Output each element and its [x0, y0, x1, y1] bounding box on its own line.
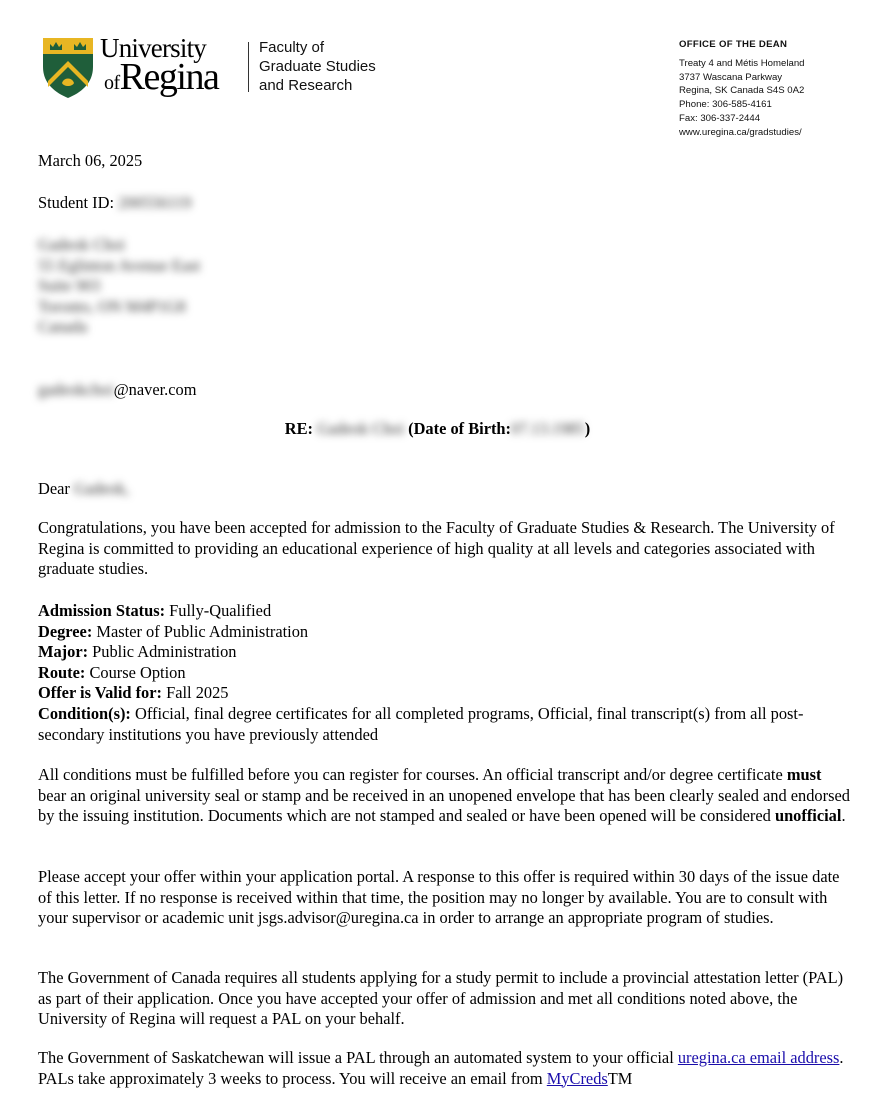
accept-offer-paragraph: Please accept your offer within your application portal. A response to this offer is required within 30 days of the issue date of this letter. If no response is received within that time, the position may no longer by available. You are to consult with your supervisor or academic unit jsgs.advisor@uregina.ca in order to arrange an appropriate program of studies.	[38, 867, 840, 928]
re-name: Gadeok Choi	[317, 419, 405, 438]
major-value: Public Administration	[92, 642, 237, 662]
valid-row	[38, 683, 850, 704]
conditions-label: Condition(s):	[38, 703, 131, 723]
email-domain: @naver.com	[113, 380, 197, 399]
re-label: RE:	[284, 419, 313, 438]
admission-status-value: Fully-Qualified	[169, 601, 272, 620]
address-line: Toronto, ON M4P1G8	[38, 296, 186, 316]
route-row	[38, 663, 850, 684]
student-id-value: 200556119	[118, 193, 192, 212]
office-line: 3737 Wascana Parkway	[679, 71, 783, 83]
salutation-name: Gadeok,	[73, 479, 130, 498]
conditions-text: All conditions must be fulfilled before you can register for courses. An official transcript and/or degree certificate	[38, 765, 787, 784]
degree-row	[38, 622, 850, 643]
faculty-line: Graduate Studies	[259, 58, 376, 75]
intro-paragraph: Congratulations, you have been accepted for admission to the Faculty of Graduate Studies & Research. The University of Regina is committed to providing an educational experience of high quality at all levels and categories associated with graduate studies.	[38, 518, 835, 579]
letter-date: March 06, 2025	[38, 151, 143, 170]
faculty-line: Faculty of	[259, 39, 325, 56]
admission-details	[38, 601, 850, 745]
address-line: Suite 903	[38, 276, 101, 296]
student-id-label: Student ID:	[38, 193, 115, 212]
office-phone: Phone: 306-585-4161	[679, 99, 772, 111]
major-label: Major:	[38, 642, 89, 662]
route-value: Course Option	[89, 662, 186, 682]
conditions-text: bear an original university seal or stamp and be received in an unopened envelope that has been clearly sealed and endorsed by the issuing institution. Documents which are not stamped and sealed or have been opened will be considered	[38, 785, 850, 826]
dob-label: (Date of Birth:	[408, 419, 512, 438]
conditions-row	[38, 704, 850, 745]
admission-status-label: Admission Status:	[38, 601, 166, 620]
mailing-address	[38, 235, 288, 338]
uregina-email-link[interactable]: uregina.ca email address	[677, 1048, 840, 1067]
recipient-email	[38, 380, 850, 401]
dob-close: )	[584, 419, 591, 438]
valid-value: Fall 2025	[166, 683, 229, 703]
student-id	[38, 193, 850, 214]
address-line: Gadeok Choi	[38, 235, 125, 254]
header-divider	[248, 42, 249, 92]
office-line: Treaty 4 and Métis Homeland	[679, 57, 805, 69]
pal-paragraph: The Government of Canada requires all students applying for a study permit to include a provincial attestation letter (PAL) as part of their application. Once you have accepted your offer of admission and met all conditions noted above, the University of Regina will request a PAL on your behalf.	[38, 968, 844, 1029]
unofficial-emphasis: unofficial	[774, 806, 842, 826]
degree-value: Master of Public Administration	[96, 621, 309, 641]
faculty-name	[259, 38, 376, 95]
sask-text: The Government of Saskatchewan will issue a PAL through an automated system to your official	[38, 1048, 678, 1067]
sask-text: . PALs take approximately 3 weeks to process. You will receive an email from	[38, 1048, 844, 1088]
must-emphasis: must	[786, 765, 822, 784]
saskatchewan-paragraph	[38, 1048, 850, 1089]
mycreds-link[interactable]: MyCreds	[546, 1068, 608, 1088]
address-line: Canada	[38, 317, 88, 337]
university-wordmark	[100, 33, 219, 99]
regina-word: Regina	[119, 56, 219, 98]
conditions-paragraph	[38, 765, 850, 827]
sask-text: TM	[607, 1068, 633, 1088]
dob-value: 07.13.1985	[511, 419, 585, 438]
office-fax: Fax: 306-337-2444	[679, 112, 761, 124]
address-line: 55 Eglinton Avenue East	[38, 255, 201, 275]
of-word: of	[104, 72, 120, 94]
conditions-value: Official, final degree certificates for all completed programs, Official, final transcript(s) from all post-secondary institutions you have previously attended	[38, 703, 804, 744]
office-line: Regina, SK Canada S4S 0A2	[679, 85, 805, 97]
office-website: www.uregina.ca/gradstudies/	[679, 126, 802, 138]
faculty-line: and Research	[259, 77, 353, 94]
conditions-text: .	[841, 806, 846, 826]
university-word: University	[100, 33, 206, 63]
degree-label: Degree:	[38, 621, 93, 641]
email-user: gadeokchoi	[38, 380, 114, 399]
major-row	[38, 642, 850, 663]
admission-status-row	[38, 601, 850, 622]
office-address-block	[679, 38, 805, 140]
university-shield-icon	[42, 37, 94, 99]
salutation-dear: Dear	[38, 479, 70, 498]
valid-label: Offer is Valid for:	[38, 683, 162, 703]
route-label: Route:	[38, 662, 86, 682]
re-line	[0, 419, 875, 439]
salutation	[38, 479, 850, 500]
office-title: OFFICE OF THE DEAN	[679, 39, 788, 50]
